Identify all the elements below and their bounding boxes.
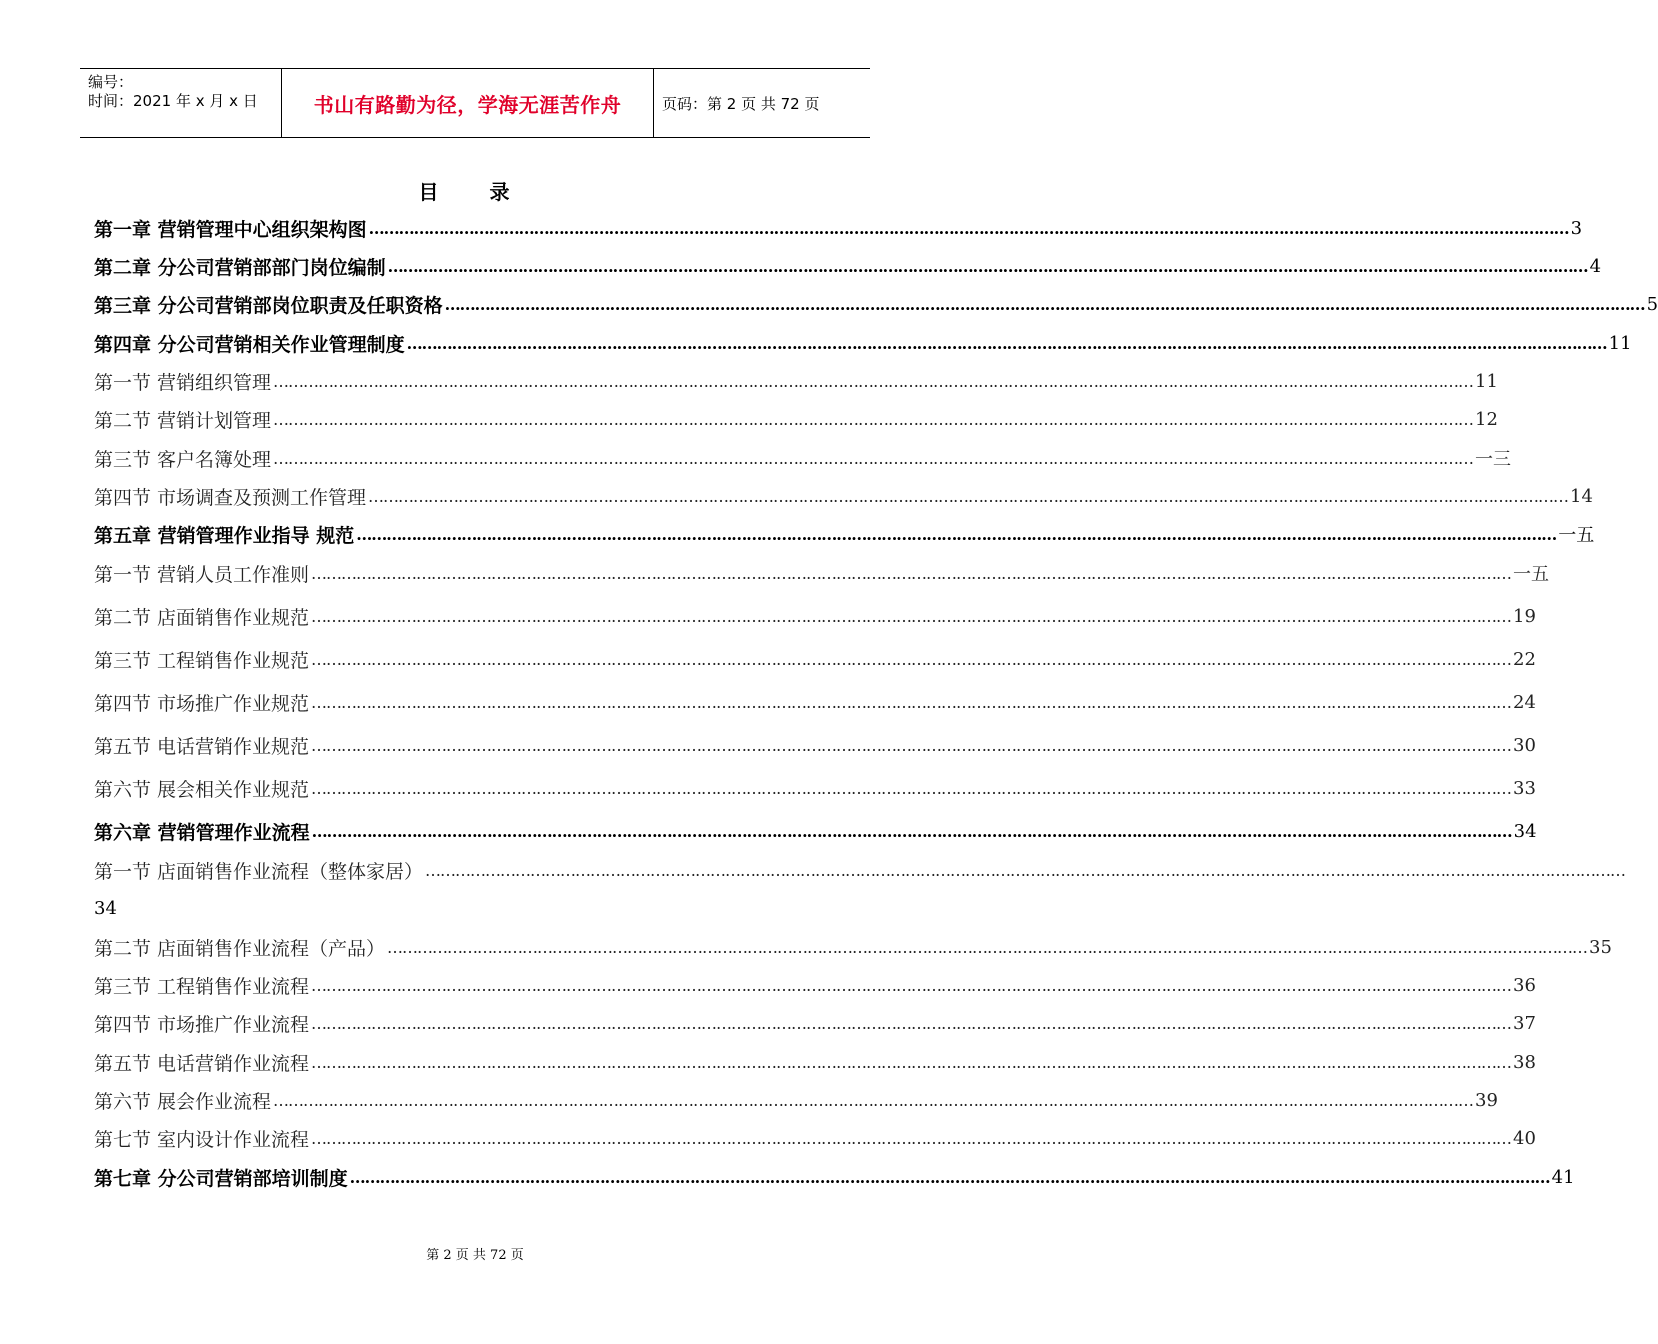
toc-leader-dots: …………………………………………………………………………………………………………………………………………………………………………………………………………………… [311, 735, 1512, 755]
toc-entry[interactable] [94, 687, 1536, 717]
header-meta-cell [80, 69, 282, 137]
toc-leader-dots: …………………………………………………………………………………………………………………………………………………………………………………………………………………… [311, 649, 1512, 669]
toc-entry[interactable] [94, 1047, 1536, 1077]
toc-entry-page: 24 [1513, 691, 1536, 713]
toc-leader-dots: …………………………………………………………………………………………………………………………………………………………………………………………………………………… [273, 371, 1474, 391]
toc-entry-page: 34 [1513, 820, 1537, 842]
toc-leader-dots: …………………………………………………………………………………………………………………………………………………………………………………………………………………… [444, 294, 1645, 314]
toc-entry-page: 19 [1513, 605, 1536, 627]
toc-entry[interactable] [94, 1162, 1575, 1192]
toc-leader-dots: …………………………………………………………………………………………………………………………………………………………………………………………………………………… [311, 563, 1512, 583]
toc-entry-page: 14 [1570, 485, 1593, 507]
toc-entry-label: 第五节 电话营销作业流程 [94, 1052, 310, 1075]
toc-entry-label: 第一章 营销管理中心组织架构图 [94, 218, 367, 241]
toc-entry-page: 一五 [1513, 564, 1550, 585]
toc-entry-label: 第七章 分公司营销部培训制度 [94, 1167, 348, 1190]
toc-leader-dots: …………………………………………………………………………………………………………………………………………………………………………………………………………………… [273, 1090, 1474, 1110]
toc-entry[interactable] [94, 1008, 1536, 1038]
toc-entry[interactable] [94, 366, 1498, 396]
toc-entry[interactable] [94, 519, 1595, 549]
toc-entry-page: 40 [1513, 1127, 1536, 1149]
toc-entry[interactable] [94, 289, 1658, 319]
toc-entry-label: 第四节 市场推广作业流程 [94, 1013, 310, 1036]
toc-leader-dots: …………………………………………………………………………………………………………………………………………………………………………………………………………………… [311, 975, 1512, 995]
toc-entry[interactable] [94, 251, 1602, 281]
toc-entry-label: 第二节 营销计划管理 [94, 409, 272, 432]
toc-leader-dots: …………………………………………………………………………………………………………………………………………………………………………………………………………………… [311, 606, 1512, 626]
toc-entry[interactable] [94, 816, 1537, 846]
motto-text: 书山有路勤为径，学海无涯苦作舟 [313, 92, 622, 117]
header-motto-cell [282, 69, 654, 137]
page-label: 页码：第 2 页 共 72 页 [662, 94, 820, 113]
toc-leader-dots: …………………………………………………………………………………………………………………………………………………………………………………………………………………… [387, 256, 1588, 276]
toc-entry[interactable] [94, 404, 1498, 434]
toc-entry-page: 3 [1570, 217, 1583, 239]
toc-leader-dots: …………………………………………………………………………………………………………………………………………………………………………………………………………………… [311, 1052, 1512, 1072]
page-footer: 第 2 页 共 72 页 [426, 1248, 524, 1263]
toc-leader-dots: …………………………………………………………………………………………………………………………………………………………………………………………………………………… [311, 692, 1512, 712]
toc-entry[interactable] [94, 855, 1626, 885]
toc-entry[interactable] [94, 213, 1583, 243]
toc-entry[interactable] [94, 328, 1632, 358]
toc-entry-label: 第一节 营销组织管理 [94, 371, 272, 394]
toc-entry-label: 第五节 电话营销作业规范 [94, 735, 310, 758]
toc-entry-label: 第三章 分公司营销部岗位职责及任职资格 [94, 294, 443, 317]
toc-entry-page: 41 [1551, 1166, 1575, 1188]
toc-entry-label: 第一节 营销人员工作准则 [94, 563, 310, 586]
toc-entry-label: 第六节 展会作业流程 [94, 1090, 272, 1113]
toc-entry[interactable] [94, 1085, 1498, 1115]
toc-entry-page: 11 [1475, 370, 1498, 392]
toc-entry-page: 33 [1513, 777, 1536, 799]
toc-entry-page: 一五 [1558, 525, 1595, 546]
header-page-cell [654, 69, 870, 137]
toc-leader-dots: …………………………………………………………………………………………………………………………………………………………………………………………………………………… [311, 821, 1512, 841]
toc-entry[interactable] [94, 443, 1512, 473]
toc-leader-dots: …………………………………………………………………………………………………………………………………………………………………………………………………………………… [387, 937, 1588, 957]
toc-entry-page: 34 [94, 897, 117, 919]
toc-leader-dots: …………………………………………………………………………………………………………………………………………………………………………………………………………………… [273, 409, 1474, 429]
toc-leader-dots: …………………………………………………………………………………………………………………………………………………………………………………………………………………… [311, 1013, 1512, 1033]
toc-entry[interactable] [94, 481, 1593, 511]
toc-entry-label: 第六节 展会相关作业规范 [94, 778, 310, 801]
toc-entry-page: 37 [1513, 1012, 1536, 1034]
date-label: 时间：2021 年 x 月 x 日 [88, 92, 258, 110]
toc-entry-label: 第六章 营销管理作业流程 [94, 821, 310, 844]
toc-leader-dots: …………………………………………………………………………………………………………………………………………………………………………………………………………………… [311, 778, 1512, 798]
toc-entry-page: 39 [1475, 1089, 1498, 1111]
toc-entry[interactable] [94, 773, 1536, 803]
toc-leader-dots: …………………………………………………………………………………………………………………………………………………………………………………………………………………… [349, 1167, 1550, 1187]
toc-entry-page: 30 [1513, 734, 1536, 756]
toc-entry-page: 38 [1513, 1051, 1536, 1073]
toc-leader-dots: …………………………………………………………………………………………………………………………………………………………………………………………………………………… [273, 448, 1474, 468]
toc-entry-label: 第二节 店面销售作业流程（产品） [94, 937, 386, 960]
toc-entry-page: 35 [1589, 936, 1612, 958]
toc-entry-label: 第三节 工程销售作业流程 [94, 975, 310, 998]
toc-entry-page: 一三 [1475, 449, 1512, 470]
toc-entry-page: 4 [1589, 255, 1602, 277]
toc-entry-page: 22 [1513, 648, 1536, 670]
toc-entry[interactable] [94, 932, 1612, 962]
toc-entry-page: 11 [1608, 332, 1632, 354]
toc-leader-dots: …………………………………………………………………………………………………………………………………………………………………………………………………………………… [406, 333, 1607, 353]
toc-leader-dots: …………………………………………………………………………………………………………………………………………………………………………………………………………………… [368, 218, 1569, 238]
toc-leader-dots: …………………………………………………………………………………………………………………………………………………………………………………………………………………… [425, 860, 1626, 880]
toc-title: 目 录 [418, 180, 532, 204]
toc-leader-dots: …………………………………………………………………………………………………………………………………………………………………………………………………………………… [311, 1128, 1512, 1148]
toc-entry-label: 第三节 客户名簿处理 [94, 448, 272, 471]
toc-entry-label: 第四节 市场推广作业规范 [94, 692, 310, 715]
toc-leader-dots: …………………………………………………………………………………………………………………………………………………………………………………………………………………… [368, 486, 1569, 506]
header-table [80, 68, 870, 138]
toc-entry[interactable] [94, 644, 1536, 674]
toc-entry-label: 第一节 店面销售作业流程（整体家居） [94, 860, 424, 883]
toc-entry-page: 12 [1475, 408, 1498, 430]
toc-entry-label: 第七节 室内设计作业流程 [94, 1128, 310, 1151]
toc-entry-page: 5 [1646, 293, 1658, 315]
toc-entry-label: 第二节 店面销售作业规范 [94, 606, 310, 629]
toc-entry-label: 第二章 分公司营销部部门岗位编制 [94, 256, 386, 279]
code-label: 编号： [88, 73, 134, 91]
toc-entry-label: 第三节 工程销售作业规范 [94, 649, 310, 672]
toc-entry[interactable] [94, 730, 1536, 760]
toc-entry-page-continuation [94, 893, 117, 923]
toc-entry[interactable] [94, 970, 1536, 1000]
toc-entry-label: 第四章 分公司营销相关作业管理制度 [94, 333, 405, 356]
toc-entry[interactable] [94, 601, 1536, 631]
toc-entry[interactable] [94, 1123, 1536, 1153]
toc-entry[interactable] [94, 558, 1550, 588]
toc-entry-page: 36 [1513, 974, 1536, 996]
toc-entry-label: 第四节 市场调查及预测工作管理 [94, 486, 367, 509]
toc-leader-dots: …………………………………………………………………………………………………………………………………………………………………………………………………………………… [356, 524, 1557, 544]
toc-entry-label: 第五章 营销管理作业指导 规范 [94, 524, 355, 547]
